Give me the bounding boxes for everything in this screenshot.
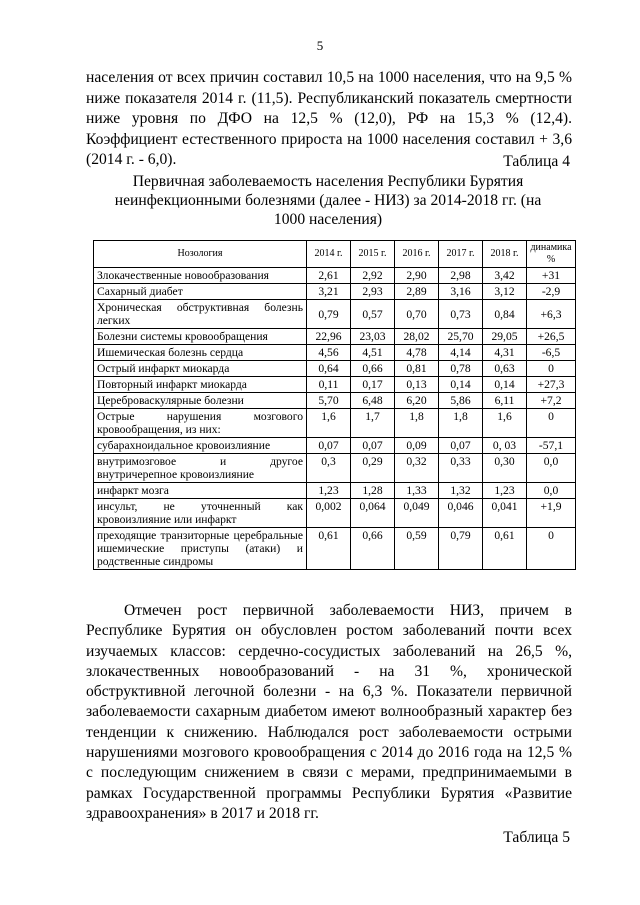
value-cell: 0,30	[483, 454, 527, 483]
value-cell: 28,02	[395, 329, 439, 345]
value-cell: 23,03	[351, 329, 395, 345]
dynamics-cell: 0,0	[527, 483, 576, 499]
value-cell: 3,42	[483, 268, 527, 284]
header-cell: 2018 г.	[483, 241, 527, 268]
analysis-text: Отмечен рост первичной заболеваемости НИЗ, причем в Республике Бурятия он обусловлен ростом заболеваний почти всех изучаемых классов: сердечно-сосудистых заболеваний на 26,5 %, злокачественных новообразований - на 31 %, хронической обструктивной легочной болезни - на 6,3 %. Показатели первичной заболеваемости сахарным диабетом имеют волнообразный характер без тенденции к снижению. Наблюдался рост заболеваемости острыми нарушениями мозгового кровообращения с 2014 до 2016 года на 12,5 % с последующим снижением в связи с мерами, предпринимаемыми в рамках Государственной программы Республики Бурятия «Развитие здравоохранения» в 2017 и 2018 гг.	[86, 602, 572, 822]
value-cell: 0,11	[307, 377, 351, 393]
value-cell: 25,70	[439, 329, 483, 345]
value-cell: 1,32	[439, 483, 483, 499]
value-cell: 4,14	[439, 345, 483, 361]
value-cell: 6,48	[351, 393, 395, 409]
value-cell: 0,79	[307, 300, 351, 329]
header-cell: 2014 г.	[307, 241, 351, 268]
table-row	[94, 284, 576, 300]
value-cell: 0,81	[395, 361, 439, 377]
value-cell: 3,16	[439, 284, 483, 300]
value-cell: 0,61	[307, 528, 351, 570]
value-cell: 1,8	[439, 409, 483, 438]
value-cell: 2,92	[351, 268, 395, 284]
value-cell: 2,90	[395, 268, 439, 284]
value-cell: 0,29	[351, 454, 395, 483]
value-cell: 2,98	[439, 268, 483, 284]
value-cell: 0,78	[439, 361, 483, 377]
value-cell: 2,93	[351, 284, 395, 300]
dynamics-cell: +27,3	[527, 377, 576, 393]
dynamics-cell: +6,3	[527, 300, 576, 329]
value-cell: 0,14	[439, 377, 483, 393]
value-cell: 1,7	[351, 409, 395, 438]
dynamics-cell: 0	[527, 528, 576, 570]
value-cell: 0,61	[483, 528, 527, 570]
table-row	[94, 483, 576, 499]
table-row	[94, 377, 576, 393]
dynamics-cell: +31	[527, 268, 576, 284]
value-cell: 0,13	[395, 377, 439, 393]
value-cell: 0,59	[395, 528, 439, 570]
header-cell: 2017 г.	[439, 241, 483, 268]
value-cell: 4,31	[483, 345, 527, 361]
value-cell: 4,51	[351, 345, 395, 361]
nosology-cell: инфаркт мозга	[94, 483, 307, 499]
value-cell: 5,70	[307, 393, 351, 409]
value-cell: 0,66	[351, 528, 395, 570]
dynamics-cell: 0	[527, 361, 576, 377]
value-cell: 1,6	[307, 409, 351, 438]
table-row	[94, 528, 576, 570]
value-cell: 5,86	[439, 393, 483, 409]
intro-text: населения от всех причин составил 10,5 на 1000 населения, что на 9,5 % ниже показателя 2014 г. (11,5). Республиканский показатель смертности ниже уровня по ДФО на 12,5 % (12,0), РФ на 15,3 % (12,4). Коэффициент естественного прироста на 1000 населения составил + 3,6 (2014 г. - 6,0).	[86, 69, 572, 168]
nosology-cell: Сахарный диабет	[94, 284, 307, 300]
nosology-cell: Цереброваскулярные болезни	[94, 393, 307, 409]
value-cell: 0,70	[395, 300, 439, 329]
dynamics-cell: +1,9	[527, 499, 576, 528]
value-cell: 0,049	[395, 499, 439, 528]
nosology-cell: Острые нарушения мозгового кровообращения, из них:	[94, 409, 307, 438]
value-cell: 1,23	[307, 483, 351, 499]
dynamics-cell: 0	[527, 409, 576, 438]
value-cell: 6,11	[483, 393, 527, 409]
intro-paragraph	[86, 68, 572, 171]
value-cell: 29,05	[483, 329, 527, 345]
value-cell: 0,79	[439, 528, 483, 570]
nosology-cell: Острый инфаркт миокарда	[94, 361, 307, 377]
value-cell: 0,64	[307, 361, 351, 377]
morbidity-table	[93, 240, 576, 570]
value-cell: 0,63	[483, 361, 527, 377]
value-cell: 0,064	[351, 499, 395, 528]
value-cell: 4,78	[395, 345, 439, 361]
table-row	[94, 499, 576, 528]
value-cell: 6,20	[395, 393, 439, 409]
table-row	[94, 454, 576, 483]
value-cell: 1,23	[483, 483, 527, 499]
nosology-cell: Ишемическая болезнь сердца	[94, 345, 307, 361]
header-cell: 2015 г.	[351, 241, 395, 268]
value-cell: 0,07	[307, 438, 351, 454]
value-cell: 0,09	[395, 438, 439, 454]
nosology-cell: Злокачественные новообразования	[94, 268, 307, 284]
header-cell: 2016 г.	[395, 241, 439, 268]
dynamics-cell: 0,0	[527, 454, 576, 483]
value-cell: 0,84	[483, 300, 527, 329]
table-row	[94, 438, 576, 454]
value-cell: 0, 03	[483, 438, 527, 454]
value-cell: 0,14	[483, 377, 527, 393]
value-cell: 0,3	[307, 454, 351, 483]
header-cell: динамика %	[527, 241, 576, 268]
dynamics-cell: +26,5	[527, 329, 576, 345]
table-row	[94, 393, 576, 409]
dynamics-cell: +7,2	[527, 393, 576, 409]
value-cell: 2,61	[307, 268, 351, 284]
table-row	[94, 361, 576, 377]
value-cell: 0,07	[351, 438, 395, 454]
nosology-cell: инсульт, не уточненный как кровоизлияние или инфаркт	[94, 499, 307, 528]
table-row	[94, 345, 576, 361]
value-cell: 0,046	[439, 499, 483, 528]
value-cell: 0,73	[439, 300, 483, 329]
dynamics-cell: -2,9	[527, 284, 576, 300]
nosology-cell: преходящие транзиторные церебральные ишемические приступы (атаки) и родственные синдромы	[94, 528, 307, 570]
table-row	[94, 409, 576, 438]
nosology-cell: Повторный инфаркт миокарда	[94, 377, 307, 393]
table-5-label: Таблица 5	[503, 829, 570, 846]
value-cell: 22,96	[307, 329, 351, 345]
value-cell: 0,32	[395, 454, 439, 483]
value-cell: 0,041	[483, 499, 527, 528]
value-cell: 1,33	[395, 483, 439, 499]
value-cell: 0,07	[439, 438, 483, 454]
value-cell: 0,17	[351, 377, 395, 393]
table-row	[94, 268, 576, 284]
nosology-cell: субарахноидальное кровоизлияние	[94, 438, 307, 454]
value-cell: 0,66	[351, 361, 395, 377]
page-number: 5	[316, 38, 324, 53]
nosology-cell: Хроническая обструктивная болезнь легких	[94, 300, 307, 329]
value-cell: 4,56	[307, 345, 351, 361]
value-cell: 0,57	[351, 300, 395, 329]
value-cell: 3,21	[307, 284, 351, 300]
table-row	[94, 300, 576, 329]
analysis-paragraph	[86, 601, 572, 824]
value-cell: 1,28	[351, 483, 395, 499]
value-cell: 2,89	[395, 284, 439, 300]
header-cell: Нозология	[94, 241, 307, 268]
table-row	[94, 329, 576, 345]
value-cell: 1,8	[395, 409, 439, 438]
value-cell: 0,002	[307, 499, 351, 528]
table-4-caption: Первичная заболеваемость населения Республики Бурятия неинфекционными болезнями (далее - НИЗ) за 2014-2018 гг. (на 1000 населения)	[114, 173, 542, 228]
value-cell: 3,12	[483, 284, 527, 300]
table-4-label: Таблица 4	[503, 153, 570, 170]
dynamics-cell: -57,1	[527, 438, 576, 454]
table-header-row	[94, 241, 576, 268]
dynamics-cell: -6,5	[527, 345, 576, 361]
value-cell: 1,6	[483, 409, 527, 438]
nosology-cell: внутримозговое и другое внутричерепное кровоизлияние	[94, 454, 307, 483]
nosology-cell: Болезни системы кровообращения	[94, 329, 307, 345]
value-cell: 0,33	[439, 454, 483, 483]
